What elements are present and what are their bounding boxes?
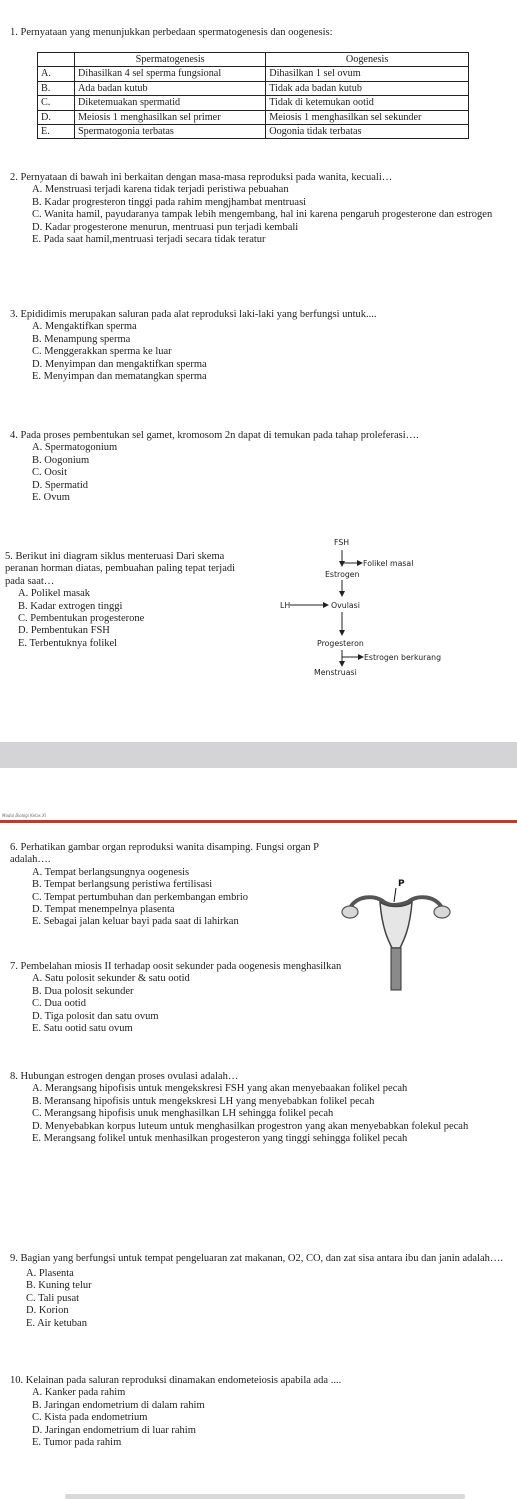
option[interactable]: A. Polikel masak [18, 588, 91, 600]
table-cell: Meiosis 1 menghasilkan sel sekunder [266, 110, 469, 124]
table-cell: Ada badan kutub [75, 81, 266, 95]
option[interactable]: A. Mengaktifkan sperma [32, 321, 137, 333]
question-3-options [32, 321, 509, 383]
comparison-table [37, 52, 469, 139]
table-header-cell: Oogenesis [266, 53, 469, 67]
option[interactable]: A. Kanker pada rahim [32, 1387, 126, 1399]
question-6-text: 6. Perhatikan gambar organ reproduksi wanita disamping. Fungsi organ P adalah…. [10, 842, 319, 866]
lh-label: LH [280, 601, 291, 610]
table-cell: Oogonia tidak terbatas [266, 125, 469, 139]
table-cell: Dihasilkan 4 sel sperma fungsional [75, 67, 266, 81]
table-row [38, 67, 469, 81]
question-4-options [32, 442, 509, 504]
option[interactable]: D. Jaringan endometrium di luar rahim [32, 1424, 196, 1436]
header-rule [0, 820, 517, 823]
option[interactable]: E. Sebagai jalan keluar bayi pada saat di lahirkan [32, 916, 239, 928]
table-cell: B. [38, 81, 75, 95]
fsh-label: FSH [334, 538, 350, 547]
option[interactable]: B. Tempat berlangsung peristiwa fertilisasi [32, 879, 213, 891]
option[interactable]: D. Kadar progesterone menurun, mentruasi pun terjadi kembali [32, 221, 299, 233]
option[interactable]: A. Plasenta [26, 1268, 74, 1279]
option[interactable]: E. Terbentuknya folikel [18, 637, 118, 649]
question-8-options [32, 1083, 509, 1145]
table-cell: Tidak di ketemukan ootid [266, 96, 469, 110]
option[interactable]: A. Tempat berlangsungnya oogenesis [32, 866, 190, 878]
option[interactable]: D. Korion [26, 1305, 69, 1317]
question-10-options [32, 1387, 509, 1449]
label-p: P [398, 879, 405, 889]
table-cell: E. [38, 125, 75, 139]
table-cell: Spermatogonia terbatas [75, 125, 266, 139]
option[interactable]: C. Tali pusat [26, 1292, 80, 1304]
question-7 [10, 961, 509, 1035]
menstrual-cycle-diagram [270, 536, 505, 678]
question-9-text: 9. Bagian yang berfungsi untuk tempat pengeluaran zat makanan, O2, CO, dan zat sisa antara ibu dan janin adalah…. [10, 1253, 504, 1264]
option[interactable]: B. Dua polosit sekunder [32, 985, 134, 997]
folikel-label: Folikel masal [363, 559, 414, 568]
table-row [38, 110, 469, 124]
page-separator [0, 742, 517, 768]
question-8-text: 8. Hubungan estrogen dengan proses ovulasi adalah… [10, 1071, 239, 1082]
option[interactable]: C. Oosit [32, 467, 68, 479]
question-2-text: 2. Pernyataan di bawah ini berkaitan dengan masa-masa reproduksi pada wanita, kecuali… [10, 172, 393, 183]
question-2 [10, 172, 509, 246]
option[interactable]: B. Meransang hipofisis untuk mengekskresi LH yang menyebabkan folikel pecah [32, 1095, 375, 1107]
progesteron-label: Progesteron [317, 639, 364, 648]
option[interactable]: B. Menampung sperma [32, 333, 131, 345]
option[interactable]: C. Pembentukan progesterone [18, 613, 145, 625]
table-cell: Diketemuakan spermatid [75, 96, 266, 110]
menstruasi-label: Menstruasi [314, 668, 357, 677]
option[interactable]: E. Air ketuban [26, 1317, 87, 1329]
table-cell: Dihasilkan 1 sel ovum [266, 67, 469, 81]
option[interactable]: E. Satu ootid satu ovum [32, 1023, 133, 1035]
option[interactable]: A. Spermatogonium [32, 442, 118, 454]
estrogen-berkurang-label: Estrogen berkurang [364, 653, 442, 662]
table-cell: Tidak ada badan kutub [266, 81, 469, 95]
question-7-text: 7. Pembelahan miosis II terhadap oosit sekunder pada oogenesis menghasilkan [10, 961, 342, 972]
option[interactable]: D. Menyebabkan korpus luteum untuk menghasilkan progestron yang akan menyebabkan folekul pecah [32, 1120, 469, 1132]
option[interactable]: E. Menyimpan dan mematangkan sperma [32, 371, 207, 383]
table-cell: Meiosis 1 menghasilkan sel primer [75, 110, 266, 124]
question-5 [5, 551, 255, 650]
option[interactable]: E. Pada saat hamil,mentruasi terjadi secara tidak teratur [32, 234, 266, 246]
option[interactable]: D. Spermatid [32, 479, 88, 491]
option[interactable]: D. Tiga polosit dan satu ovum [32, 1010, 159, 1022]
table-cell: A. [38, 67, 75, 81]
question-10 [10, 1375, 509, 1449]
table-header-row [38, 53, 469, 67]
option[interactable]: B. Oogonium [32, 454, 90, 466]
option[interactable]: E. Merangsang folikel untuk menhasilkan progesteron yang tinggi sehingga folikel pecah [32, 1133, 408, 1145]
table-cell: C. [38, 96, 75, 110]
scrollbar[interactable] [65, 1494, 465, 1499]
estrogen-label: Estrogen [325, 570, 360, 579]
option[interactable]: C. Tempat pertumbuhan dan perkembangan embrio [32, 891, 249, 903]
table-header-cell [38, 53, 75, 67]
question-2-options [32, 184, 509, 246]
question-8 [10, 1071, 509, 1145]
option[interactable]: E. Ovum [32, 492, 70, 504]
option[interactable]: C. Merangsang hipofisis unuk menghasilkan LH sehingga folikel pecah [32, 1108, 334, 1120]
option[interactable]: C. Menggerakkan sperma ke luar [32, 346, 172, 358]
option[interactable]: C. Dua ootid [32, 998, 86, 1010]
option[interactable]: B. Kuning telur [26, 1280, 92, 1292]
question-3 [10, 309, 509, 383]
table-row [38, 125, 469, 139]
option[interactable]: B. Jaringan endometrium di dalam rahim [32, 1399, 205, 1411]
option[interactable]: A. Satu polosit sekunder & satu ootid [32, 973, 190, 985]
question-9-options [26, 1268, 509, 1330]
question-9 [10, 1249, 509, 1330]
question-3-text: 3. Epididimis merupakan saluran pada alat reproduksi laki-laki yang berfungsi untuk.... [10, 309, 377, 320]
option[interactable]: D. Tempat menempelnya plasenta [32, 904, 175, 916]
question-5-options [18, 588, 255, 650]
question-1-text: 1. Pernyataan yang menunjukkan perbedaan spermatogenesis dan oogenesis: [10, 27, 333, 38]
option[interactable]: C. Wanita hamil, payudaranya tampak lebih mengembang, hal ini karena pengaruh progesterone dan estrogen [32, 209, 493, 221]
option[interactable]: B. Kadar progresteron tinggi pada rahim mengjhambat mentruasi [32, 196, 307, 208]
question-4 [10, 430, 509, 504]
option[interactable]: E. Tumor pada rahim [32, 1437, 122, 1449]
question-4-text: 4. Pada proses pembentukan sel gamet, kromosom 2n dapat di temukan pada tahap proleferasi…. [10, 430, 419, 441]
question-1 [10, 27, 509, 39]
option[interactable]: D. Menyimpan dan mengaktifkan sperma [32, 358, 207, 370]
option[interactable]: A. Menstruasi terjadi karena tidak terjadi peristiwa pebuahan [32, 184, 289, 196]
table-header-cell: Spermatogenesis [75, 53, 266, 67]
table-row [38, 96, 469, 110]
option[interactable]: A. Merangsang hipofisis untuk mengekskresi FSH yang akan menyebaakan folikel pecah [32, 1083, 408, 1095]
question-7-options [32, 973, 509, 1035]
table-row [38, 81, 469, 95]
option[interactable]: B. Kadar extrogen tinggi [18, 600, 123, 612]
ovulasi-label: Ovulasi [331, 601, 360, 610]
question-5-text: 5. Berikut ini diagram siklus menteruasi Dari skema peranan horman diatas, pembuahan paling tepat terjadi pada saat… [5, 551, 236, 587]
option[interactable]: C. Kista pada endometrium [32, 1412, 148, 1424]
module-title: Modul Biologi Kelas XI [2, 813, 46, 818]
question-10-text: 10. Kelainan pada saluran reproduksi dinamakan endometeiosis apabila ada .... [10, 1375, 342, 1386]
option[interactable]: D. Pembentukan FSH [18, 625, 110, 637]
table-cell: D. [38, 110, 75, 124]
